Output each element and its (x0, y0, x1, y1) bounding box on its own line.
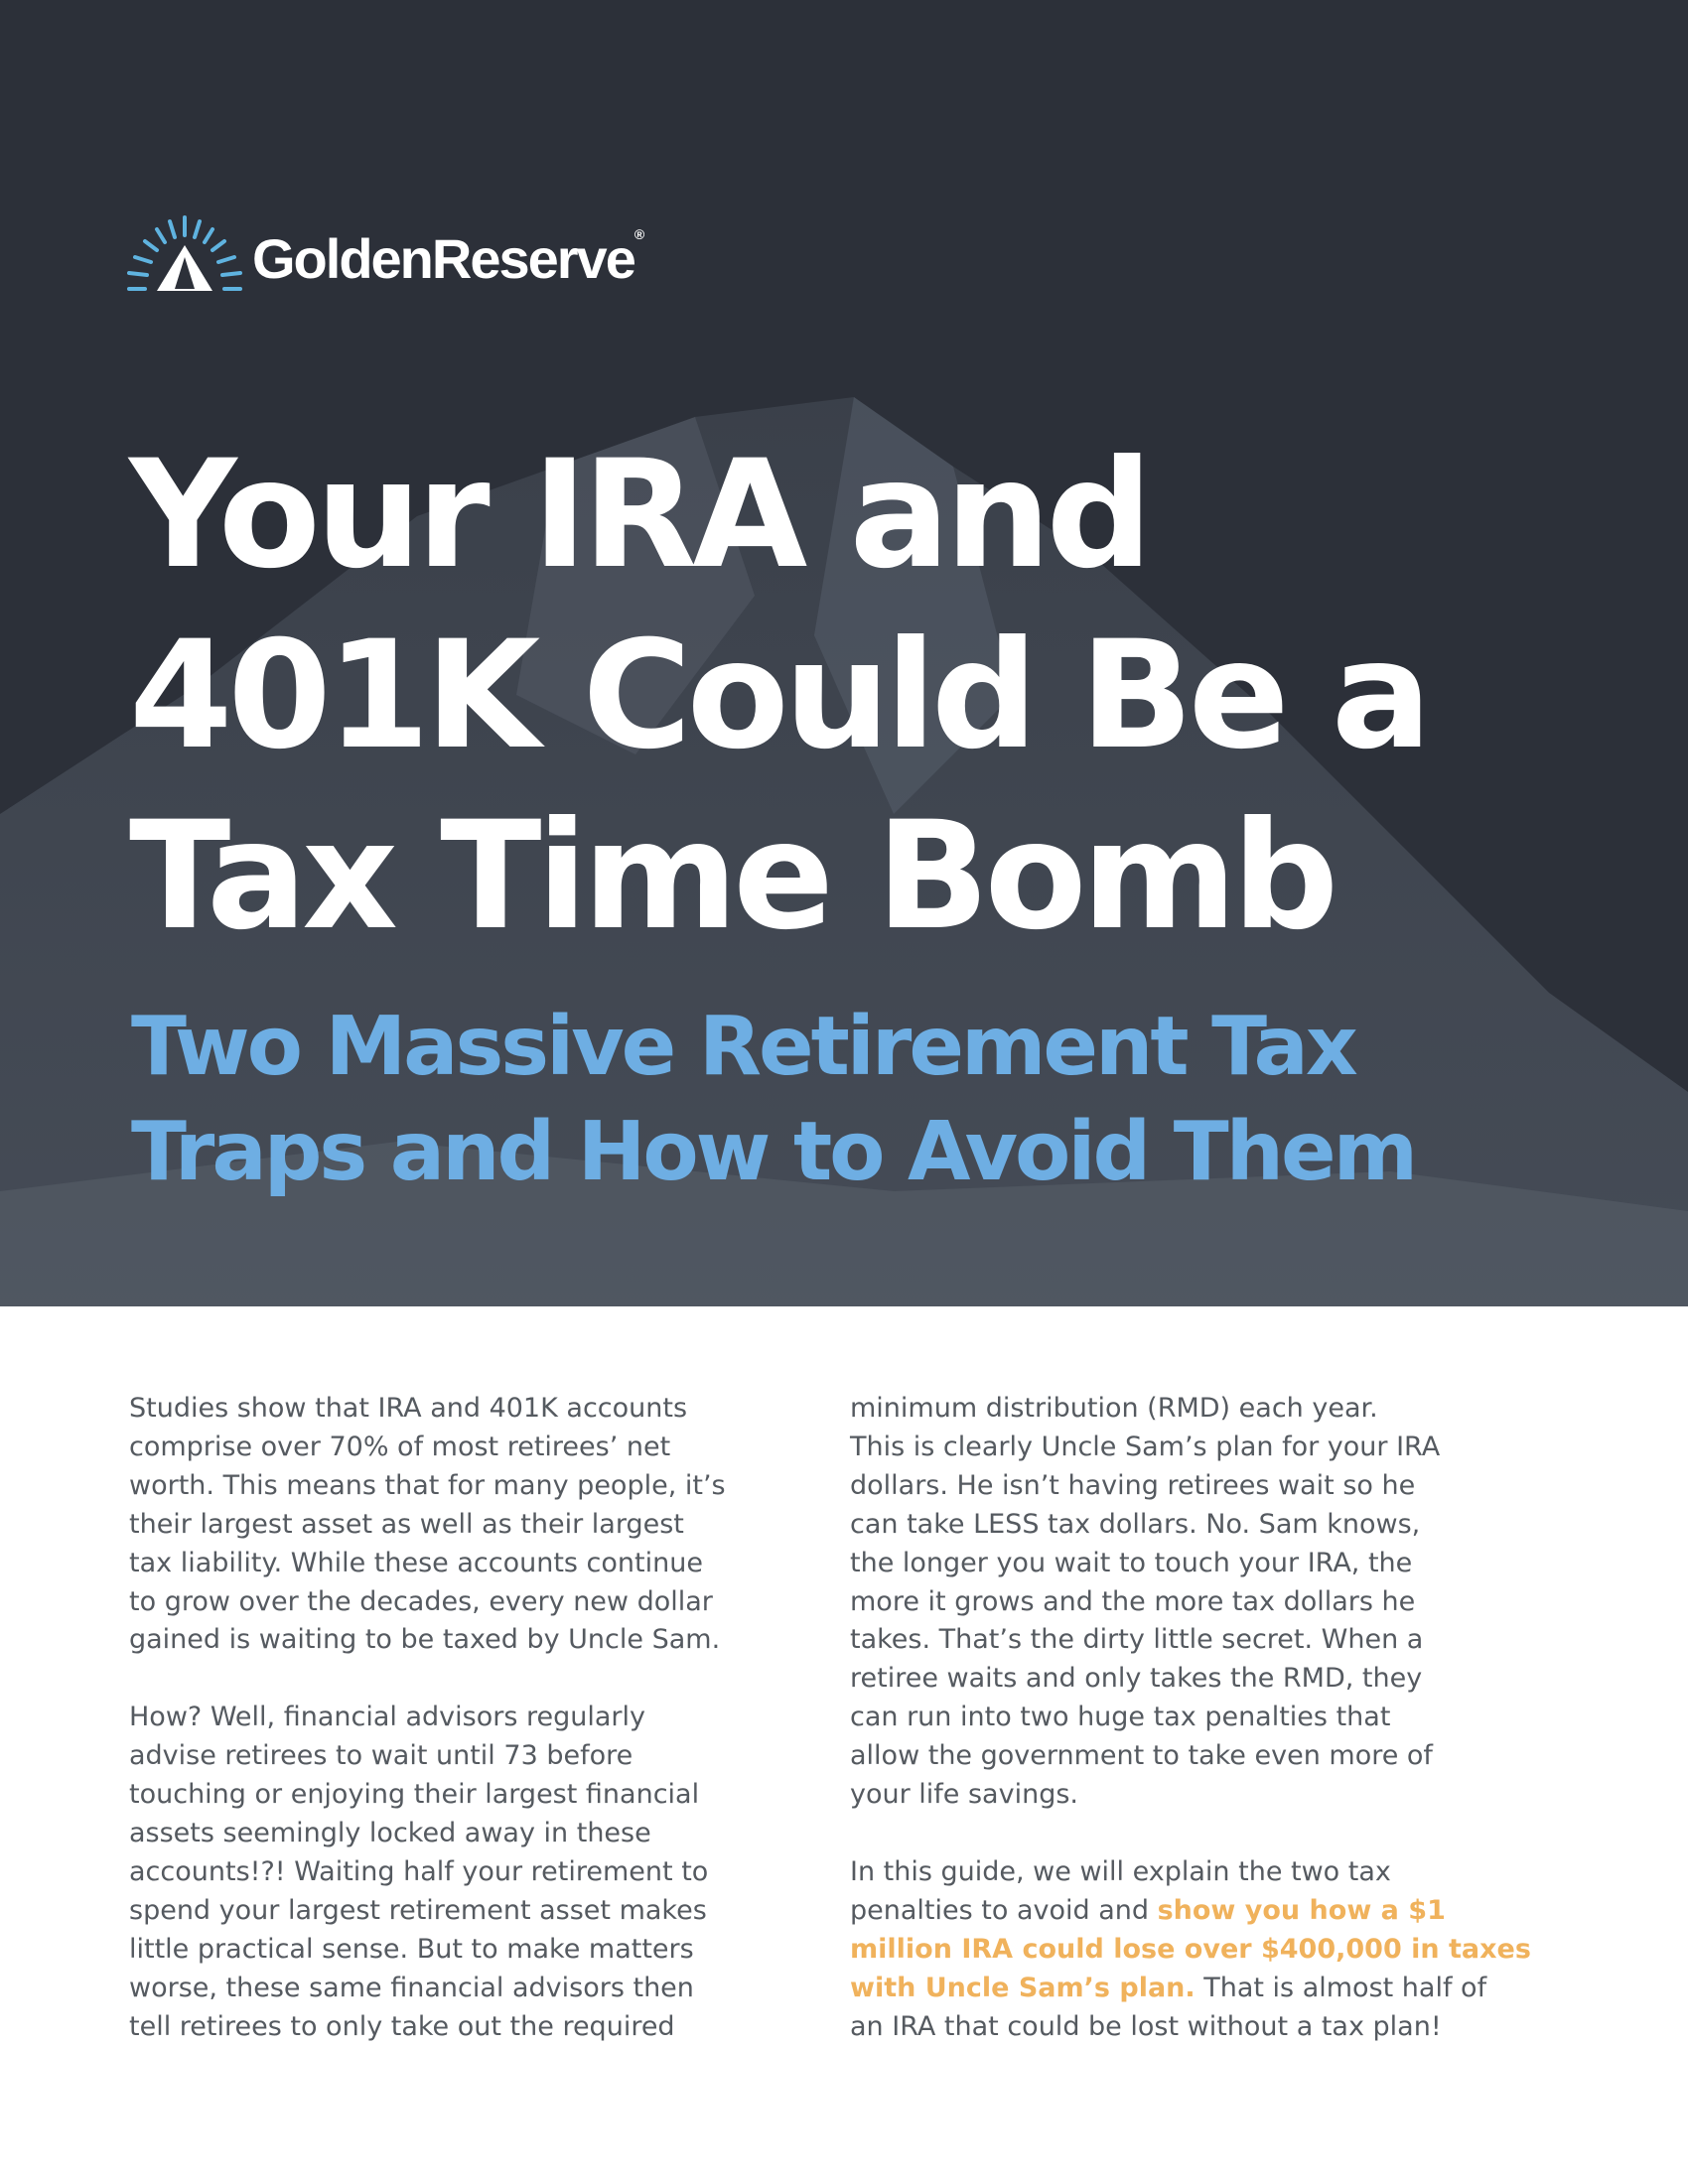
text-line: their largest asset as well as their largest (129, 1508, 684, 1540)
text-line: advise retirees to wait until 73 before (129, 1740, 633, 1772)
text-line: Studies show that IRA and 401K accounts (129, 1393, 688, 1424)
text-line: takes. That’s the dirty little secret. When a (850, 1624, 1424, 1656)
text-line: your life savings. (850, 1779, 1078, 1811)
text-line: assets seemingly locked away in these (129, 1818, 651, 1849)
text-line: spend your largest retirement asset makes (129, 1894, 707, 1926)
text-line: minimum distribution (RMD) each year. (850, 1393, 1378, 1424)
text-line: more it grows and the more tax dollars he (850, 1585, 1416, 1617)
text-line: worse, these same financial advisors then (129, 1972, 694, 2003)
body-column-right (850, 1390, 1531, 2047)
text-line: the longer you wait to touch your IRA, the (850, 1547, 1413, 1578)
text-line: accounts!?! Waiting half your retirement to (129, 1855, 709, 1887)
text-line: touching or enjoying their largest financial (129, 1779, 700, 1811)
text-line: tax liability. While these accounts continue (129, 1547, 703, 1578)
text-line: retiree waits and only takes the RMD, they (850, 1663, 1423, 1695)
text-line: little practical sense. But to make matters (129, 1933, 694, 1965)
text-line: can take LESS tax dollars. No. Sam knows, (850, 1508, 1421, 1540)
text-line: to grow over the decades, every new dollar (129, 1585, 713, 1617)
highlight-text: million IRA could lose over $400,000 in taxes (850, 1933, 1531, 1965)
text-line: How? Well, financial advisors regularly (129, 1702, 645, 1733)
text-line: gained is waiting to be taxed by Uncle Sam. (129, 1624, 721, 1656)
text-line: worth. This means that for many people, it’s (129, 1469, 726, 1501)
text-line: allow the government to take even more of (850, 1740, 1433, 1772)
text-line: dollars. He isn’t having retirees wait so he (850, 1469, 1416, 1501)
paragraph-intro (129, 1390, 804, 1660)
paragraph-guide: In this guide, we will explain the two tax penalties to avoid and show you how a $1 million IRA could lose over $400,000 in taxes with Uncle Sam’s plan. That is almost half of an IRA that could be lost without a tax plan! (850, 1855, 1531, 2042)
page-subtitle: Two Massive Retirement Tax Traps and How to Avoid Them (131, 1000, 1416, 1199)
text-line: tell retirees to only take out the required (129, 2010, 675, 2042)
mountain-sunburst-icon (125, 213, 244, 303)
text-line: comprise over 70% of most retirees’ net (129, 1431, 671, 1462)
brand-name: GoldenReserve® (252, 225, 643, 290)
text-line: can run into two huge tax penalties that (850, 1702, 1391, 1733)
highlight-text: show you how a $1 (1157, 1894, 1446, 1926)
paragraph-advisors (129, 1699, 804, 2046)
highlight-text: with Uncle Sam’s plan. (850, 1972, 1196, 2003)
body-column-left (129, 1390, 804, 2047)
page-title: Your IRA and 401K Could Be a Tax Time Bomb (129, 429, 1428, 963)
paragraph-rmd (850, 1390, 1525, 1815)
text-line: This is clearly Uncle Sam’s plan for your IRA (850, 1431, 1441, 1462)
golden-reserve-logo (125, 213, 642, 303)
